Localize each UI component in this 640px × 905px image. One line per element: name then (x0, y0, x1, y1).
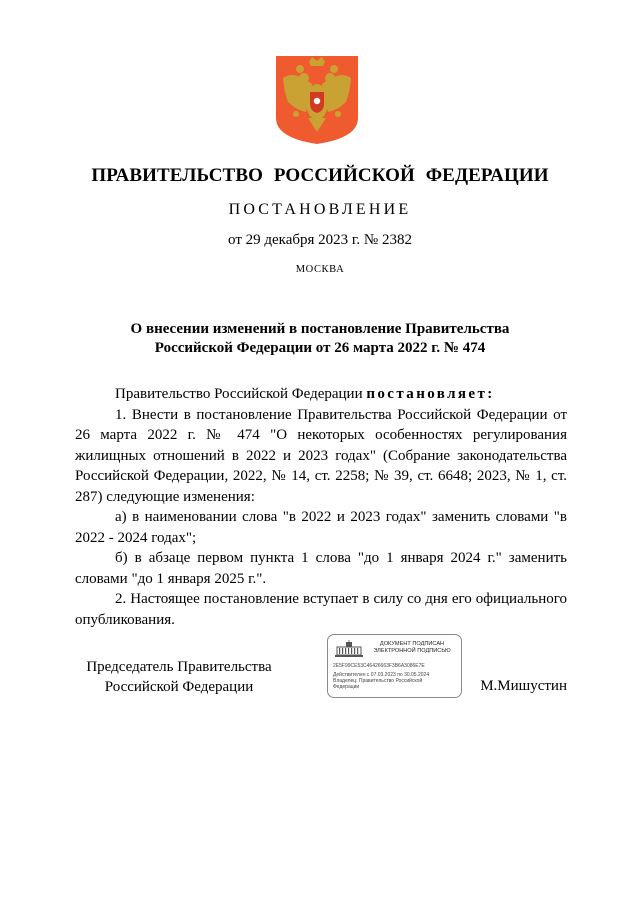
stamp-certificate: 2E5F99CE53C46426663F3B6A3086E7E (333, 663, 425, 669)
document-type: ПОСТАНОВЛЕНИЕ (228, 201, 412, 218)
coat-of-arms-emblem (276, 56, 358, 144)
intro-paragraph (75, 384, 567, 405)
document-city: МОСКВА (295, 264, 345, 275)
subject-line-2: Российской Федерации от 26 марта 2022 г. № 474 (154, 340, 486, 356)
stamp-heading-line-2: ЭЛЕКТРОННОЙ ПОДПИСЬЮ (373, 648, 451, 654)
subject-line-1: О внесении изменений в постановление Правительства (130, 321, 510, 337)
signer-name: М.Мишустин (480, 678, 567, 694)
stamp-owner-line-2: Федерации (333, 684, 360, 690)
signer-position (74, 658, 284, 697)
government-building-icon (334, 640, 364, 658)
signer-position-line-2: Российской Федерации (104, 678, 254, 695)
stamp-heading (364, 641, 460, 655)
paragraph-item-1a: а) в наименовании слова "в 2022 и 2023 годах" заменить словами "в 2022 - 2024 годах"; (75, 509, 567, 546)
electronic-signature-stamp (327, 634, 462, 698)
paragraph-item-1b: б) в абзаце первом пункта 1 слова "до 1 января 2024 г." заменить словами "до 1 января 2025 г.". (75, 550, 567, 587)
paragraph-item-1: 1. Внести в постановление Правительства Российской Федерации от 26 марта 2022 г. № 474 "О некоторых особенностях регулирования жилищных отношений в 2022 и 2023 годах" (Собрание законодательства Российской Федерации, 2022, № 14, ст. 2258; № 39, ст. 6648; 2023, № 1, ст. 287) следующие изменения: (75, 406, 567, 505)
document-subject (0, 320, 640, 358)
stamp-validity: Действителен с 07.03.2023 по 30.05.2024 (333, 672, 430, 678)
document-date-number: от 29 декабря 2023 г. № 2382 (228, 232, 412, 248)
stamp-heading-line-1: ДОКУМЕНТ ПОДПИСАН (379, 641, 445, 647)
government-title: ПРАВИТЕЛЬСТВО РОССИЙСКОЙ ФЕДЕРАЦИИ (91, 165, 549, 186)
intro-text: Правительство Российской Федерации (115, 386, 363, 402)
paragraph-item-2: 2. Настоящее постановление вступает в силу со дня его официального опубликования. (75, 591, 567, 628)
signer-position-line-1: Председатель Правительства (86, 659, 272, 675)
stamp-owner-line-1: Владелец: Правительство Российской (333, 678, 423, 684)
document-body (75, 384, 567, 630)
decree-word: постановляет: (366, 386, 495, 402)
